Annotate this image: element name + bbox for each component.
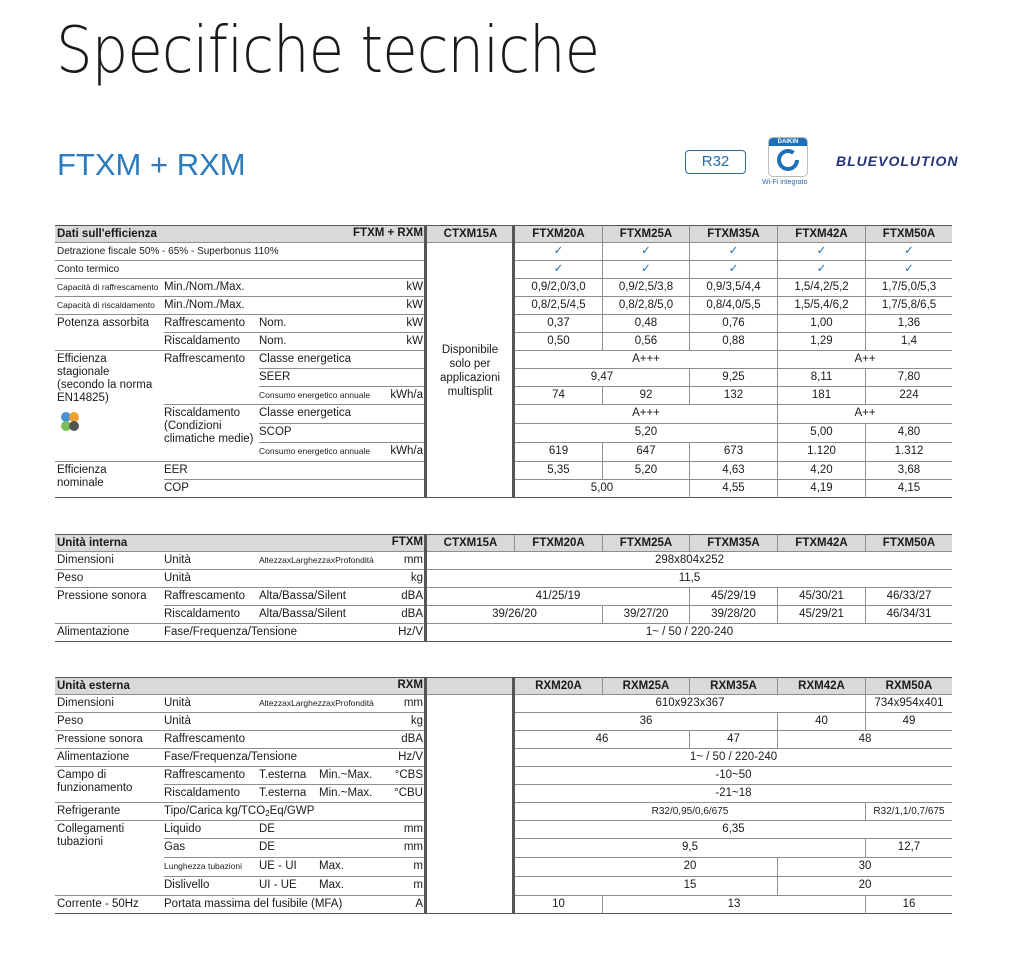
outdoor-refr-value: R32/0,95/0,6/675 xyxy=(514,803,865,821)
outdoor-lung-unit: m xyxy=(413,860,423,872)
column-separator xyxy=(424,534,427,642)
cap-raff-value: 0,9/3,5/4,4 xyxy=(689,279,777,297)
cons-raff-value: 224 xyxy=(865,387,952,405)
outdoor-press-value: 46 xyxy=(514,731,689,749)
indoor-press-risc-value: 39/26/20 xyxy=(426,606,602,624)
indoor-header-unit: FTXM xyxy=(391,536,423,548)
pot-risc-value: 0,50 xyxy=(514,333,602,351)
cap-raff-value: 0,9/2,0/3,0 xyxy=(514,279,602,297)
cons-risc-value: 1.312 xyxy=(865,443,952,462)
outdoor-peso-label: Peso xyxy=(55,713,164,731)
indoor-col-ftxm42a: FTXM42A xyxy=(777,534,865,552)
label-line: (Condizioni xyxy=(164,420,222,432)
pot-raff-value: 0,48 xyxy=(602,315,689,333)
column-separator xyxy=(424,225,427,498)
outdoor-peso-value: 40 xyxy=(777,713,865,731)
cap-risc-value: 0,8/2,8/5,0 xyxy=(602,297,689,315)
conto-termico-label: Conto termico xyxy=(55,261,426,279)
outdoor-peso-value: 49 xyxy=(865,713,952,731)
cons-risc-value: 619 xyxy=(514,443,602,462)
daikin-wifi-logo xyxy=(768,137,808,177)
eff-nominale-label xyxy=(55,462,164,498)
outdoor-disl-max: Max. xyxy=(319,877,426,896)
conto-check: ✓ xyxy=(689,261,777,279)
eff-stagionale-label xyxy=(55,351,164,462)
wifi-ring-icon xyxy=(769,146,807,176)
outdoor-dim-unita: Unità xyxy=(164,695,259,713)
indoor-press-risc-unit: dBA xyxy=(401,608,423,620)
label-line: nominale xyxy=(57,477,104,489)
outdoor-col-rxm42a: RXM42A xyxy=(777,677,865,695)
cons-risc-value: 647 xyxy=(602,443,689,462)
label-line: tubazioni xyxy=(57,836,104,848)
detrazione-check: ✓ xyxy=(865,243,952,261)
outdoor-header-unit: RXM xyxy=(397,679,423,691)
cop-ctxm-empty xyxy=(426,480,514,498)
conto-check: ✓ xyxy=(602,261,689,279)
cons-risc-value: 673 xyxy=(689,443,777,462)
indoor-press-risc-label: Riscaldamento xyxy=(164,606,259,624)
potenza-raff-label: Raffrescamento xyxy=(164,315,259,333)
cap-raff-value: 1,7/5,0/5,3 xyxy=(865,279,952,297)
tipo-pre: Tipo/Carica kg/TCO xyxy=(164,805,266,817)
outdoor-press-value: 47 xyxy=(689,731,777,749)
detrazione-check: ✓ xyxy=(602,243,689,261)
outdoor-alim-ffv: Fase/Frequenza/Tensione xyxy=(164,749,426,767)
cons-raff-value: 92 xyxy=(602,387,689,405)
outdoor-gas-unit: mm xyxy=(403,841,423,853)
detrazione-check: ✓ xyxy=(514,243,602,261)
cap-risc-value: 1,7/5,8/6,5 xyxy=(865,297,952,315)
cop-value: 4,55 xyxy=(689,480,777,498)
cap-risc-value: 0,8/2,5/4,5 xyxy=(514,297,602,315)
outdoor-dim-value: 610x923x367 xyxy=(514,695,865,713)
outdoor-dim-unit: mm xyxy=(403,697,423,709)
cap-raff-minnommax: Min./Nom./Max. xyxy=(164,279,426,297)
outdoor-alim-unit: Hz/V xyxy=(398,751,423,763)
classe-risc-value: A++ xyxy=(777,405,952,424)
ctxm15a-multisplit-note xyxy=(426,343,514,399)
outdoor-refr-tipo xyxy=(164,803,426,821)
indoor-press-risc-value: 39/27/20 xyxy=(602,606,689,624)
pot-raff-value: 1,00 xyxy=(777,315,865,333)
indoor-press-raff-value: 46/33/27 xyxy=(865,588,952,606)
scop-label: SCOP xyxy=(259,424,426,443)
cap-raff-label: Capacità di raffrescamento xyxy=(55,279,164,297)
outdoor-gas-value: 9,5 xyxy=(514,839,865,858)
pot-raff-value: 0,37 xyxy=(514,315,602,333)
cap-risc-minnommax: Min./Nom./Max. xyxy=(164,297,426,315)
classe-raff-value: A++ xyxy=(777,351,952,369)
indoor-alim-label: Alimentazione xyxy=(55,624,164,642)
outdoor-dim-label: Dimensioni xyxy=(55,695,164,713)
outdoor-corr-portata: Portata massima del fusibile (MFA) xyxy=(164,896,426,914)
outdoor-lung-ueui: UE - UI xyxy=(259,858,319,877)
indoor-peso-unit: kg xyxy=(410,572,423,584)
pot-risc-value: 1,29 xyxy=(777,333,865,351)
outdoor-peso-unit: kg xyxy=(410,715,423,727)
classe-raff-label: Classe energetica xyxy=(259,351,426,369)
outdoor-col-empty xyxy=(426,677,514,695)
outdoor-corr-label: Corrente - 50Hz xyxy=(55,896,164,914)
scop-value: 5,20 xyxy=(514,424,777,443)
label-line: Campo di xyxy=(57,769,107,781)
label-line: Collegamenti xyxy=(57,823,125,835)
eer-label: EER xyxy=(164,462,426,480)
outdoor-campo-risc: Riscaldamento xyxy=(164,785,259,803)
cap-risc-unit: kW xyxy=(406,299,423,311)
efficiency-col-ftxm50a: FTXM50A xyxy=(865,225,952,243)
indoor-press-risc-abs: Alta/Bassa/Silent xyxy=(259,606,426,624)
outdoor-corr-value: 16 xyxy=(865,896,952,914)
outdoor-coll-label xyxy=(55,821,164,896)
detrazione-label: Detrazione fiscale 50% - 65% - Superbonus 110% xyxy=(55,243,426,261)
efficiency-header-label: Dati sull'efficienza xyxy=(55,225,426,243)
label-line: stagionale xyxy=(57,366,110,378)
outdoor-press-raff: Raffrescamento xyxy=(164,731,426,749)
outdoor-lung-label: Lunghezza tubazioni xyxy=(164,858,259,877)
seer-value: 8,11 xyxy=(777,369,865,387)
conto-check: ✓ xyxy=(777,261,865,279)
cons-risc-value: 1.120 xyxy=(777,443,865,462)
outdoor-peso-value: 36 xyxy=(514,713,777,731)
efficiency-col-ftxm20a: FTXM20A xyxy=(514,225,602,243)
indoor-press-raff-value: 45/30/21 xyxy=(777,588,865,606)
eer-value: 4,63 xyxy=(689,462,777,480)
outdoor-corr-unit: A xyxy=(415,898,423,910)
stag-risc-label xyxy=(164,405,259,462)
detrazione-check: ✓ xyxy=(777,243,865,261)
outdoor-col-rxm20a: RXM20A xyxy=(514,677,602,695)
indoor-press-raff-abs: Alta/Bassa/Silent xyxy=(259,588,426,606)
r32-badge: R32 xyxy=(685,150,746,174)
cons-raff-value: 132 xyxy=(689,387,777,405)
pot-risc-value: 0,56 xyxy=(602,333,689,351)
label-line: EN14825) xyxy=(57,392,109,404)
column-separator xyxy=(512,225,515,498)
potenza-risc-label: Riscaldamento xyxy=(164,333,259,351)
outdoor-dim-value: 734x954x401 xyxy=(865,695,952,713)
classe-risc-label: Classe energetica xyxy=(259,405,426,424)
outdoor-corr-value: 10 xyxy=(514,896,602,914)
indoor-press-risc-value: 46/34/31 xyxy=(865,606,952,624)
outdoor-liquido-label: Liquido xyxy=(164,821,259,839)
pot-raff-value: 0,76 xyxy=(689,315,777,333)
outdoor-disl-label: Dislivello xyxy=(164,877,259,896)
outdoor-gas-value: 12,7 xyxy=(865,839,952,858)
detrazione-check: ✓ xyxy=(689,243,777,261)
outdoor-campo-risc-minmax: Min.~Max. xyxy=(319,785,426,803)
indoor-alim-unit: Hz/V xyxy=(398,626,423,638)
indoor-press-raff-unit: dBA xyxy=(401,590,423,602)
outdoor-col-rxm50a: RXM50A xyxy=(865,677,952,695)
outdoor-header-label: Unità esterna xyxy=(55,677,426,695)
indoor-col-ctxm15a: CTXM15A xyxy=(426,534,514,552)
eer-value: 5,35 xyxy=(514,462,602,480)
note-line: multisplit xyxy=(447,386,493,398)
tipo-post: Eq/GWP xyxy=(269,805,315,817)
label-line: (secondo la norma xyxy=(57,379,153,391)
indoor-alim-ffv: Fase/Frequenza/Tensione xyxy=(164,624,426,642)
potenza-label: Potenza assorbita xyxy=(55,315,164,351)
seasons-icon xyxy=(57,409,83,435)
indoor-col-ftxm25a: FTXM25A xyxy=(602,534,689,552)
label-line: Riscaldamento xyxy=(164,407,241,419)
outdoor-refr-label: Refrigerante xyxy=(55,803,164,821)
outdoor-disl-value: 15 xyxy=(514,877,865,896)
note-line: applicazioni xyxy=(439,372,501,384)
potenza-raff-unit: kW xyxy=(406,317,423,329)
conto-check: ✓ xyxy=(865,261,952,279)
cons-risc-label: Consumo energetico annuale xyxy=(259,443,426,462)
outdoor-campo-raff-value: -10~50 xyxy=(514,767,952,785)
tipo-sub: 2 xyxy=(265,809,270,818)
indoor-col-ftxm20a: FTXM20A xyxy=(514,534,602,552)
scop-value: 5,00 xyxy=(777,424,865,443)
cons-raff-value: 181 xyxy=(777,387,865,405)
scop-value: 4,80 xyxy=(865,424,952,443)
note-line: Disponibile xyxy=(441,344,499,356)
cop-value: 5,00 xyxy=(514,480,689,498)
outdoor-refr-value: R32/1,1/0,7/675 xyxy=(865,803,952,821)
cons-raff-label: Consumo energetico annuale xyxy=(259,387,426,405)
potenza-risc-nom: Nom. xyxy=(259,333,426,351)
classe-raff-value: A+++ xyxy=(514,351,777,369)
seer-value: 7,80 xyxy=(865,369,952,387)
efficiency-col-ftxm35a: FTXM35A xyxy=(689,225,777,243)
stag-raff-label: Raffrescamento xyxy=(164,351,259,405)
conto-check: ✓ xyxy=(514,261,602,279)
outdoor-liquido-de: DE xyxy=(259,821,426,839)
outdoor-press-unit: dBA xyxy=(401,733,423,745)
bluevolution-logo: BLUEVOLUTION xyxy=(836,153,959,169)
outdoor-liquido-unit: mm xyxy=(403,823,423,835)
eer-value: 4,20 xyxy=(777,462,865,480)
indoor-col-ftxm35a: FTXM35A xyxy=(689,534,777,552)
outdoor-disl-uiue: UI - UE xyxy=(259,877,319,896)
outdoor-lung-value: 20 xyxy=(514,858,865,877)
outdoor-campo-raff-unit: °CBS xyxy=(394,769,423,781)
outdoor-alim-label: Alimentazione xyxy=(55,749,164,767)
potenza-raff-nom: Nom. xyxy=(259,315,426,333)
classe-risc-value: A+++ xyxy=(514,405,777,424)
pot-risc-value: 0,88 xyxy=(689,333,777,351)
eer-value: 3,68 xyxy=(865,462,952,480)
outdoor-campo-raff-test: T.esterna xyxy=(259,767,319,785)
outdoor-alim-value: 1~ / 50 / 220-240 xyxy=(514,749,952,767)
cop-label: COP xyxy=(164,480,426,498)
cons-raff-unit: kWh/a xyxy=(390,389,423,401)
outdoor-gas-label: Gas xyxy=(164,839,259,858)
cap-raff-value: 1,5/4,2/5,2 xyxy=(777,279,865,297)
label-line: climatiche medie) xyxy=(164,433,254,445)
efficiency-header-combo: FTXM + RXM xyxy=(353,227,423,239)
seer-label: SEER xyxy=(259,369,426,387)
cap-risc-label: Capacità di riscaldamento xyxy=(55,297,164,315)
outdoor-disl-unit: m xyxy=(413,879,423,891)
indoor-dim-unita: Unità xyxy=(164,552,259,570)
indoor-header-label: Unità interna xyxy=(55,534,426,552)
indoor-col-ftxm50a: FTXM50A xyxy=(865,534,952,552)
indoor-peso-label: Peso xyxy=(55,570,164,588)
note-line: solo per xyxy=(449,358,491,370)
outdoor-campo-risc-value: -21~18 xyxy=(514,785,952,803)
seer-value: 9,47 xyxy=(514,369,689,387)
daikin-brand-label: DAIKIN xyxy=(769,138,807,146)
outdoor-lung-value: 30 xyxy=(777,858,952,877)
indoor-peso-value: 11,5 xyxy=(426,570,952,588)
indoor-press-risc-value: 39/28/20 xyxy=(689,606,777,624)
potenza-risc-unit: kW xyxy=(406,335,423,347)
cap-raff-unit: kW xyxy=(406,281,423,293)
indoor-press-raff-label: Raffrescamento xyxy=(164,588,259,606)
cap-raff-value: 0,9/2,5/3,8 xyxy=(602,279,689,297)
seer-value: 9,25 xyxy=(689,369,777,387)
cop-value: 4,15 xyxy=(865,480,952,498)
label-line: funzionamento xyxy=(57,782,133,794)
eer-value: 5,20 xyxy=(602,462,689,480)
outdoor-campo-risc-unit: °CBU xyxy=(394,787,423,799)
outdoor-peso-unita: Unità xyxy=(164,713,426,731)
label-line: Efficienza xyxy=(57,353,107,365)
outdoor-dim-axlxp: AltezzaxLarghezzaxProfondità xyxy=(259,695,426,713)
cop-value: 4,19 xyxy=(777,480,865,498)
page-title: Specifiche tecniche xyxy=(56,14,600,88)
indoor-alim-value: 1~ / 50 / 220-240 xyxy=(426,624,952,642)
outdoor-press-value: 48 xyxy=(777,731,952,749)
outdoor-disl-value: 20 xyxy=(777,877,952,896)
indoor-dim-label: Dimensioni xyxy=(55,552,164,570)
outdoor-lung-max: Max. xyxy=(319,858,426,877)
indoor-dim-unit: mm xyxy=(403,554,423,566)
outdoor-campo-raff-minmax: Min.~Max. xyxy=(319,767,426,785)
cons-risc-unit: kWh/a xyxy=(390,445,423,457)
indoor-press-raff-value: 45/29/19 xyxy=(689,588,777,606)
efficiency-col-ftxm25a: FTXM25A xyxy=(602,225,689,243)
outdoor-gas-de: DE xyxy=(259,839,426,858)
indoor-press-raff-value: 41/25/19 xyxy=(426,588,689,606)
outdoor-campo-label xyxy=(55,767,164,803)
cons-raff-value: 74 xyxy=(514,387,602,405)
outdoor-liquido-value: 6,35 xyxy=(514,821,952,839)
outdoor-col-rxm35a: RXM35A xyxy=(689,677,777,695)
indoor-dim-value: 298x804x252 xyxy=(426,552,952,570)
label-line: Efficienza xyxy=(57,464,107,476)
indoor-press-risc-value: 45/29/21 xyxy=(777,606,865,624)
cap-risc-value: 0,8/4,0/5,5 xyxy=(689,297,777,315)
pot-raff-value: 1,36 xyxy=(865,315,952,333)
outdoor-empty-column xyxy=(426,695,514,914)
efficiency-col-ftxm42a: FTXM42A xyxy=(777,225,865,243)
cap-risc-value: 1,5/5,4/6,2 xyxy=(777,297,865,315)
outdoor-press-label: Pressione sonora xyxy=(55,731,164,749)
pot-risc-value: 1,4 xyxy=(865,333,952,351)
wifi-integrated-label: Wi-Fi integrato xyxy=(762,179,808,186)
indoor-pressione-label: Pressione sonora xyxy=(55,588,164,624)
indoor-dim-axlxp: AltezzaxLarghezzaxProfondità xyxy=(259,552,426,570)
series-title: FTXM + RXM xyxy=(57,147,246,182)
column-separator xyxy=(512,677,515,914)
outdoor-campo-raff: Raffrescamento xyxy=(164,767,259,785)
indoor-peso-unita: Unità xyxy=(164,570,426,588)
column-separator xyxy=(424,677,427,914)
outdoor-corr-value: 13 xyxy=(602,896,865,914)
outdoor-campo-risc-test: T.esterna xyxy=(259,785,319,803)
outdoor-col-rxm25a: RXM25A xyxy=(602,677,689,695)
efficiency-col-ctxm15a: CTXM15A xyxy=(426,225,514,243)
